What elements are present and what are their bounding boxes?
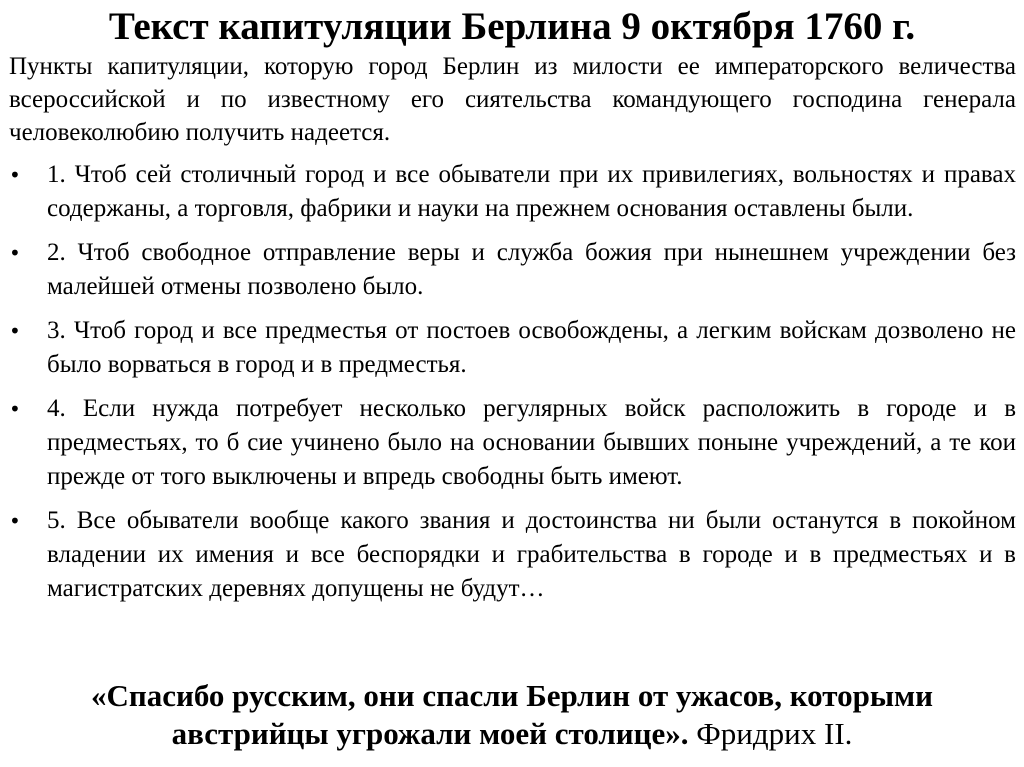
- list-item: [0, 158, 1016, 226]
- point-text: 2. Чтоб свободное отправление веры и служба божия при нынешнем учреждении без малейшей отмены позволено было.: [47, 239, 1016, 300]
- point-text: 4. Если нужда потребует несколько регулярных войск расположить в городе и в предместьях, то б сие учинено было на основании бывших поныне учреждений, а те кои прежде от того выключены и впредь свободны быть имеют.: [47, 395, 1016, 490]
- list-item: [0, 236, 1016, 304]
- bullet-icon: •: [9, 163, 21, 187]
- point-text: 5. Все обыватели вообще какого звания и достоинства ни были останутся в покойном владении их имения и все беспорядки и грабительства в городе и в предместьях и в магистратских деревнях допущены не будут…: [47, 507, 1016, 602]
- quote-author: Фридрих II.: [696, 716, 853, 751]
- list-item: [0, 392, 1016, 494]
- bullet-icon: •: [9, 397, 21, 421]
- frederick-quote: [30, 677, 994, 753]
- bullet-icon: •: [9, 509, 21, 533]
- intro-paragraph: Пункты капитуляции, которую город Берлин из милости ее императорского величества всероссийской и по известному его сиятельства командующего господина генерала человеколюбию получить надеется.: [9, 53, 1016, 146]
- quote-text: «Спасибо русским, они спасли Берлин от ужасов, которыми австрийцы угрожали моей столице».: [90, 678, 934, 751]
- point-text: 1. Чтоб сей столичный город и все обыватели при их привилегиях, вольностях и правах содержаны, а торговля, фабрики и науки на прежнем основания оставлены были.: [47, 161, 1016, 222]
- capitulation-points-list: [0, 158, 1024, 616]
- list-item: [0, 314, 1016, 382]
- slide-title: Текст капитуляции Берлина 9 октября 1760 г.: [108, 5, 916, 48]
- list-item: [0, 504, 1016, 606]
- point-text: 3. Чтоб город и все предместья от постоев освобождены, а легким войскам дозволено не было ворваться в город и в предместья.: [47, 317, 1016, 378]
- bullet-icon: •: [9, 241, 21, 265]
- bullet-icon: •: [9, 319, 21, 343]
